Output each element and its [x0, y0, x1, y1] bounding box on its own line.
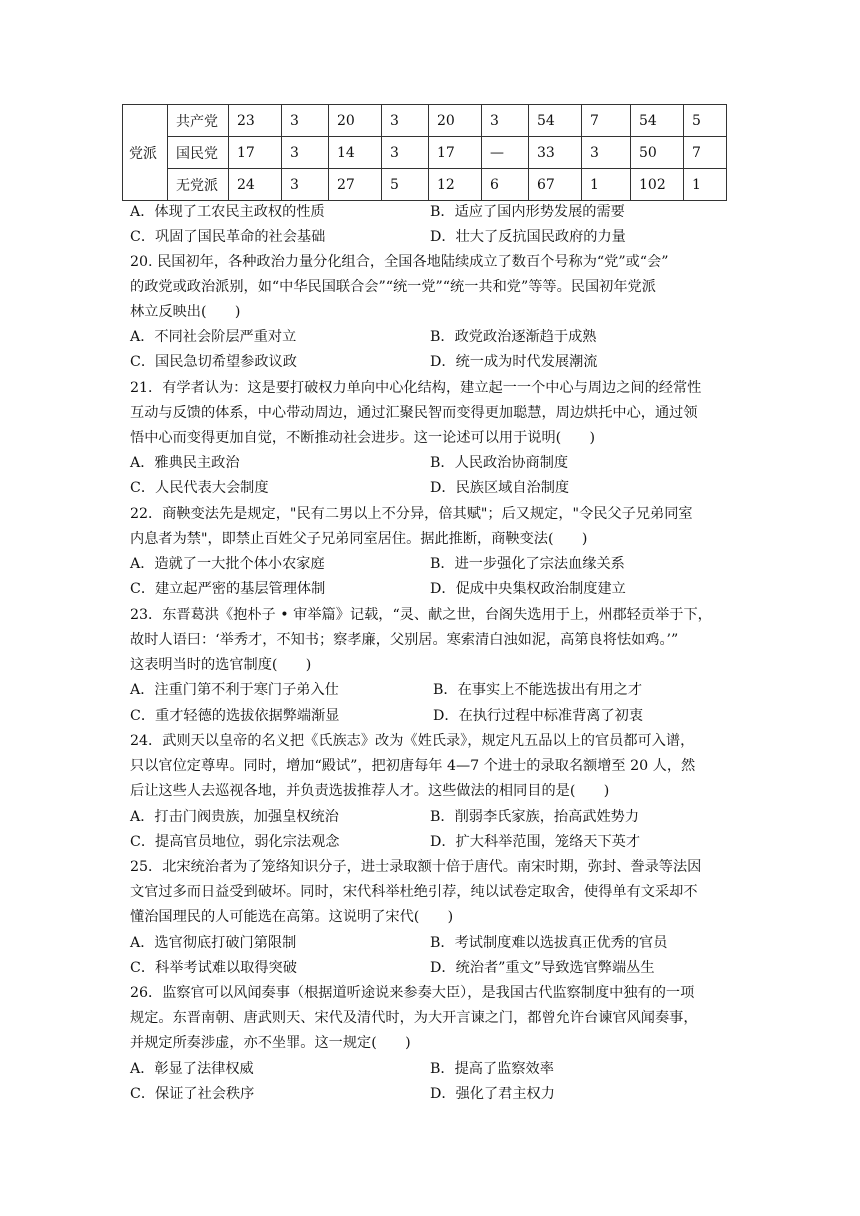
q19-option-d[interactable]: D．壮大了反抗国民政府的力量: [430, 229, 626, 245]
party-name-cell: 共产党: [168, 105, 229, 137]
q25-stem-line-3: 懂治国理民的人可能选在高第。这说明了宋代( ): [130, 909, 454, 925]
q21-stem-line-3: 悟中心而变得更加自觉，不断推动社会进步。这一论述可以用于说明( ): [130, 430, 596, 446]
q25-stem-line-2: 文官过多而日益受到破坏。同时，宋代科举杜绝引荐，纯以试卷定取舍，使得单有文采却不: [130, 884, 698, 900]
table-cell: 33: [529, 137, 582, 169]
q22-option-b[interactable]: B．进一步强化了宗法血缘关系: [430, 556, 625, 572]
q20-stem-line-1: 20. 民国初年，各种政治力量分化组合，全国各地陆续成立了数百个号称为“党”或“会”: [130, 254, 669, 270]
table-cell: 5: [684, 105, 727, 137]
table-cell: 67: [529, 169, 582, 201]
table-cell: 17: [229, 137, 282, 169]
table-cell: 5: [382, 169, 429, 201]
table-cell: 27: [329, 169, 382, 201]
table-cell: 12: [429, 169, 482, 201]
table-row: [123, 169, 727, 201]
q23-option-b[interactable]: B．在事实上不能选拔出有用之才: [433, 682, 643, 698]
q26-option-b[interactable]: B．提高了监察效率: [430, 1061, 554, 1077]
q23-option-a[interactable]: A．注重门第不利于寒门子弟入仕: [130, 682, 339, 698]
q19-option-c[interactable]: C．巩固了国民革命的社会基础: [130, 229, 326, 245]
q26-option-c[interactable]: C．保证了社会秩序: [130, 1086, 255, 1102]
party-table-body: [123, 105, 727, 201]
table-cell: 50: [631, 137, 684, 169]
q22-option-c[interactable]: C．建立起严密的基层管理体制: [130, 581, 326, 597]
q21-stem-line-1: 21．有学者认为：这是要打破权力单向中心化结构，建立起一一个中心与周边之间的经常性: [130, 380, 702, 396]
table-row: [123, 137, 727, 169]
q22-stem-line-2: 内息者为禁"，即禁止百姓父子兄弟同室居住。据此推断，商鞅变法( ): [130, 531, 588, 547]
q22-option-a[interactable]: A．造就了一大批个体小农家庭: [130, 556, 325, 572]
table-cell: 3: [282, 169, 329, 201]
q23-option-d[interactable]: D．在执行过程中标准背离了初衷: [433, 708, 644, 724]
table-row: [123, 105, 727, 137]
q22-stem-line-1: 22．商鞅变法先是规定，"民有二男以上不分异，倍其赋"；后又规定，"令民父子兄弟同室: [130, 506, 693, 522]
party-name-cell: 国民党: [168, 137, 229, 169]
table-cell: 1: [582, 169, 631, 201]
q25-stem-line-1: 25．北宋统治者为了笼络知识分子，进士录取额十倍于唐代。南宋时期，弥封、誊录等法因: [130, 859, 702, 875]
q21-option-b[interactable]: B．人民政治协商制度: [430, 455, 569, 471]
q25-option-a[interactable]: A．选官彻底打破门第限制: [130, 935, 297, 951]
q23-stem-line-1: 23．东晋葛洪《抱朴子 • 审举篇》记载，“灵、献之世，台阁失选用于上，州郡轻贡举于下，: [130, 607, 712, 623]
q21-option-a[interactable]: A．雅典民主政治: [130, 455, 240, 471]
q26-stem-line-3: 并规定所奏涉虚，亦不坐罪。这一规定( ): [130, 1035, 411, 1051]
q21-option-d[interactable]: D．民族区域自治制度: [430, 480, 570, 496]
table-cell: 3: [282, 105, 329, 137]
q24-option-d[interactable]: D．扩大科举范围，笼络天下英才: [430, 834, 641, 850]
q24-option-a[interactable]: A．打击门阀贵族，加强皇权统治: [130, 809, 339, 825]
table-cell: 1: [684, 169, 727, 201]
q26-stem-line-2: 规定。东晋南朝、唐武则天、宋代及清代时，为大开言谏之门，都曾允许台谏官风闻奏事，: [130, 1010, 698, 1026]
q23-stem-line-3: 这表明当时的选官制度( ): [130, 657, 312, 673]
party-table: [122, 104, 727, 201]
table-cell: 3: [282, 137, 329, 169]
q24-option-c[interactable]: C．提高官员地位，弱化宗法观念: [130, 834, 340, 850]
q24-option-b[interactable]: B．削弱李氏家族，抬高武姓势力: [430, 809, 640, 825]
table-cell: 54: [631, 105, 684, 137]
q20-option-b[interactable]: B．政党政治逐渐趋于成熟: [430, 329, 597, 345]
table-cell: 7: [684, 137, 727, 169]
table-cell: 54: [529, 105, 582, 137]
table-cell: 23: [229, 105, 282, 137]
table-cell: 102: [631, 169, 684, 201]
q19-option-a[interactable]: A．体现了工农民主政权的性质: [130, 204, 325, 220]
party-group-label: 党派: [123, 105, 168, 201]
q26-option-d[interactable]: D．强化了君主权力: [430, 1086, 555, 1102]
table-cell: 3: [482, 105, 529, 137]
q24-stem-line-1: 24．武则天以皇帝的名义把《氏族志》改为《姓氏录》，规定凡五品以上的官员都可入谱，: [130, 733, 695, 749]
q19-option-b[interactable]: B．适应了国内形势发展的需要: [430, 204, 625, 220]
table-cell: 14: [329, 137, 382, 169]
q26-stem-line-1: 26．监察官可以风闻奏事（根据道听途说来参奏大臣），是我国古代监察制度中独有的一项: [130, 985, 695, 1001]
q20-option-c[interactable]: C．国民急切希望参政议政: [130, 354, 297, 370]
q22-option-d[interactable]: D．促成中央集权政治制度建立: [430, 581, 626, 597]
q21-stem-line-2: 互动与反馈的体系，中心带动周边，通过汇聚民智而变得更加聪慧，周边烘托中心，通过领: [130, 405, 698, 421]
q23-stem-line-2: 故时人语曰：‘举秀才，不知书；察孝廉，父别居。寒索清白浊如泥，高第良将怯如鸡。’”: [130, 632, 679, 648]
table-cell: 20: [329, 105, 382, 137]
q26-option-a[interactable]: A．彰显了法律权威: [130, 1061, 254, 1077]
table-cell: 3: [582, 137, 631, 169]
q20-option-a[interactable]: A．不同社会阶层严重对立: [130, 329, 297, 345]
table-cell: 7: [582, 105, 631, 137]
party-name-cell: 无党派: [168, 169, 229, 201]
table-cell: 3: [382, 137, 429, 169]
q21-option-c[interactable]: C．人民代表大会制度: [130, 480, 269, 496]
q25-option-d[interactable]: D．统治者”重文”导致选官弊端丛生: [430, 960, 655, 976]
table-cell: 20: [429, 105, 482, 137]
q25-option-b[interactable]: B．考试制度难以选拔真正优秀的官员: [430, 935, 668, 951]
q24-stem-line-3: 后让这些人去巡视各地，并负责选拔推荐人才。这些做法的相同目的是( ): [130, 783, 610, 799]
q23-option-c[interactable]: C．重才轻德的选拔依据弊端渐显: [130, 708, 340, 724]
table-cell: 17: [429, 137, 482, 169]
table-cell: 6: [482, 169, 529, 201]
q20-option-d[interactable]: D．统一成为时代发展潮流: [430, 354, 598, 370]
table-cell: —: [482, 137, 529, 169]
table-cell: 3: [382, 105, 429, 137]
q24-stem-line-2: 只以官位定尊卑。同时，增加“殿试”，把初唐每年 4—7 个进士的录取名额增至 20 人，然: [130, 758, 696, 774]
q20-stem-line-2: 的政党或政治派别，如“中华民国联合会”“统一党”“统一共和党”等等。民国初年党派: [130, 279, 656, 295]
q25-option-c[interactable]: C．科举考试难以取得突破: [130, 960, 297, 976]
table-cell: 24: [229, 169, 282, 201]
q20-stem-line-3: 林立反映出( ): [130, 304, 241, 320]
